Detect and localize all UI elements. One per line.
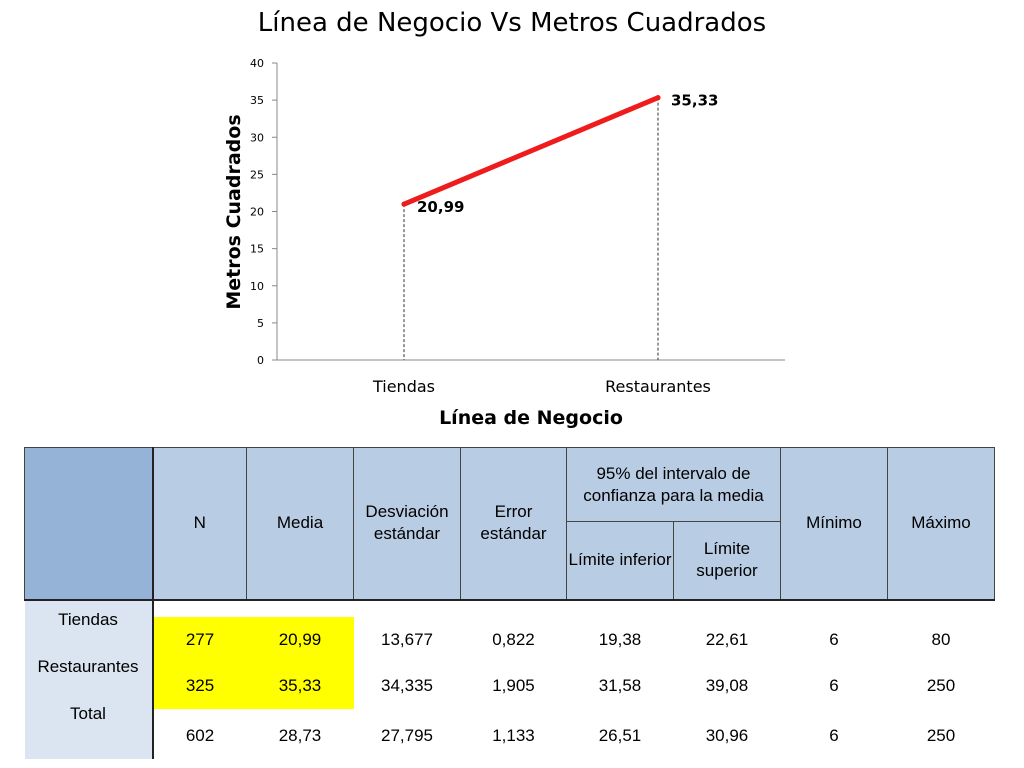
chart-title: Línea de Negocio Vs Metros Cuadrados [257, 8, 767, 38]
row-labels [25, 600, 153, 759]
cell-min-total: 6 [829, 725, 839, 745]
corner-header-cell [25, 448, 153, 600]
cell-min-tiendas: 6 [829, 629, 839, 649]
y-tick-label: 5 [257, 316, 264, 330]
cell-ls-tiendas: 22,61 [705, 629, 749, 649]
series-group [402, 92, 719, 216]
y-tick-label: 0 [257, 354, 264, 367]
header-maximo: Máximo [888, 448, 995, 600]
series-line [404, 98, 658, 204]
column-limite-superior [674, 600, 781, 759]
cell-n-restaurantes: 325 [154, 663, 247, 709]
y-axis-ticks [250, 57, 277, 367]
data-point [402, 202, 407, 207]
data-point [656, 95, 661, 100]
y-tick-label: 10 [250, 279, 264, 293]
cell-n-total: 602 [185, 725, 215, 745]
y-tick-label: 20 [250, 205, 264, 219]
row-label-tiendas: Tiendas [58, 610, 118, 629]
cell-li-total: 26,51 [598, 725, 642, 745]
descriptive-stats-table [24, 447, 995, 759]
cell-error-total: 1,133 [492, 725, 535, 745]
x-axis-label: Línea de Negocio [439, 407, 623, 429]
cell-error-tiendas: 0,822 [492, 629, 535, 649]
x-tick-label: Tiendas [372, 377, 436, 396]
row-label-total: Total [70, 704, 106, 723]
cell-desviacion-total: 27,795 [381, 725, 433, 745]
column-n [153, 600, 247, 759]
column-media [247, 600, 354, 759]
cell-min-restaurantes: 6 [829, 675, 839, 695]
y-tick-label: 30 [250, 131, 264, 145]
data-label: 20,99 [417, 198, 465, 217]
header-limite-inferior: Límite inferior [567, 522, 674, 600]
y-tick-label: 15 [250, 242, 264, 256]
drop-lines [404, 98, 658, 360]
header-limite-superior: Límite superior [674, 522, 781, 600]
column-error [461, 600, 567, 759]
data-label: 35,33 [671, 91, 719, 110]
column-maximo [888, 600, 995, 759]
y-tick-label: 35 [250, 94, 264, 108]
column-limite-inferior [567, 600, 674, 759]
y-tick-label: 25 [250, 168, 264, 182]
cell-media-total: 28,73 [278, 725, 322, 745]
header-intervalo: 95% del intervalo de confianza para la media [567, 448, 781, 522]
cell-li-tiendas: 19,38 [598, 629, 642, 649]
x-tick-label: Restaurantes [605, 377, 711, 396]
row-label-restaurantes: Restaurantes [37, 657, 139, 676]
column-desviacion [354, 600, 461, 759]
cell-n-tiendas: 277 [154, 617, 247, 663]
header-error: Error estándar [461, 448, 567, 600]
cell-desviacion-restaurantes: 34,335 [381, 675, 433, 695]
cell-max-tiendas: 80 [931, 629, 951, 649]
cell-max-total: 250 [926, 725, 956, 745]
y-tick-label: 40 [250, 57, 264, 70]
header-desviacion: Desviación estándar [354, 448, 461, 600]
header-media: Media [247, 448, 354, 600]
cell-error-restaurantes: 1,905 [492, 675, 535, 695]
cell-ls-total: 30,96 [705, 725, 749, 745]
cell-media-tiendas: 20,99 [247, 617, 354, 663]
cell-desviacion-tiendas: 13,677 [381, 629, 433, 649]
header-minimo: Mínimo [781, 448, 888, 600]
cell-media-restaurantes: 35,33 [247, 663, 354, 709]
cell-li-restaurantes: 31,58 [598, 675, 642, 695]
header-n: N [153, 448, 247, 600]
y-axis-label: Metros Cuadrados [223, 114, 245, 310]
cell-ls-restaurantes: 39,08 [705, 675, 749, 695]
x-axis-ticks [372, 377, 711, 396]
cell-max-restaurantes: 250 [926, 675, 956, 695]
column-minimo [781, 600, 888, 759]
